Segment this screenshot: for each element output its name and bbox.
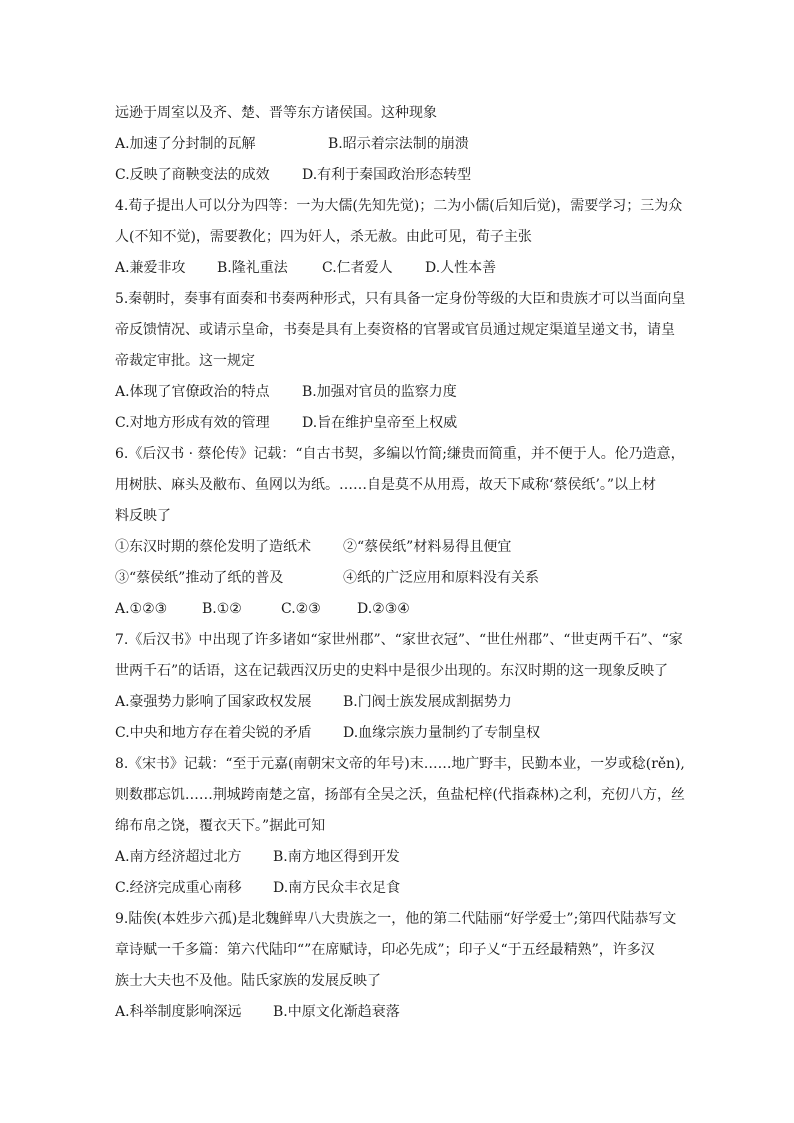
q7-option-d[interactable]: D.血缘宗族力量制约了专制皇权 (343, 725, 541, 741)
q7-stem-line-1: 7.《后汉书》中出现了许多诸如“家世州郡”、“家世衣冠”、“世仕州郡”、“世吏两千石”、“家 (115, 632, 683, 648)
q4-stem-line-1: 4.荀子提出人可以分为四等：一为大儒(先知先觉)；二为小儒(后知后觉)，需要学习；三为众 (115, 198, 683, 214)
q6-item-3: ③“蔡侯纸”推动了纸的普及 (115, 570, 284, 586)
q8-option-a[interactable]: A.南方经济超过北方 (115, 849, 242, 865)
q4-stem-line-2: 人(不知不觉)，需要教化；四为奸人，杀无赦。由此可见，荀子主张 (115, 229, 532, 245)
q9-stem-line-2: 章诗赋一千多篇：第六代陆印“”在席赋诗，印必先成”；印子乂“于五经最精熟”，许多汉 (115, 942, 655, 958)
q6-option-c[interactable]: C.②③ (281, 601, 321, 617)
q5-option-c[interactable]: C.对地方形成有效的管理 (115, 415, 270, 431)
q7-option-b[interactable]: B.门阀士族发展成割据势力 (343, 694, 512, 710)
q8-stem-line-2: 则数郡忘饥……荆城跨南楚之富，扬部有全吴之沃，鱼盐杞梓(代指森林)之利，充仞八方，丝 (115, 787, 685, 803)
q3-stem-line-1: 远逊于周室以及齐、楚、晋等东方诸侯国。这种现象 (115, 105, 437, 121)
q4-option-a[interactable]: A.兼爱非攻 (115, 260, 186, 276)
q8-option-d[interactable]: D.南方民众丰衣足食 (273, 880, 401, 896)
q6-stem-line-2: 用树肤、麻头及敝布、鱼网以为纸。……自是莫不从用焉，故天下咸称‘蔡侯纸’。”以上材 (115, 477, 657, 493)
q5-option-b[interactable]: B.加强对官员的监察力度 (302, 384, 457, 400)
q6-item-1: ①东汉时期的蔡伦发明了造纸术 (115, 539, 311, 555)
q3-option-a[interactable]: A.加速了分封制的瓦解 (115, 136, 256, 152)
q4-option-c[interactable]: C.仁者爱人 (322, 260, 393, 276)
q9-stem-line-1: 9.陆俟(本姓步六孤)是北魏鲜卑八大贵族之一，他的第二代陆丽“好学爱士”;第四代陆恭写文 (115, 911, 677, 927)
q5-stem-line-1: 5.秦朝时，奏事有面奏和书奏两种形式，只有具备一定身份等级的大臣和贵族才可以当面向皇 (115, 291, 686, 307)
q8-option-c[interactable]: C.经济完成重心南移 (115, 880, 242, 896)
q9-option-a[interactable]: A.科举制度影响深远 (115, 1004, 242, 1020)
q3-option-d[interactable]: D.有利于秦国政治形态转型 (302, 167, 472, 183)
q6-item-2: ②“蔡侯纸”材料易得且便宜 (343, 539, 512, 555)
q4-option-b[interactable]: B.隆礼重法 (217, 260, 288, 276)
q9-option-b[interactable]: B.中原文化渐趋衰落 (273, 1004, 400, 1020)
q6-option-b[interactable]: B.①② (202, 601, 242, 617)
q4-option-d[interactable]: D.人性本善 (425, 260, 497, 276)
q7-stem-line-2: 世两千石”的话语，这在记载西汉历史的史料中是很少出现的。东汉时期的这一现象反映了 (115, 663, 669, 679)
q3-option-b[interactable]: B.昭示着宗法制的崩溃 (328, 136, 469, 152)
q9-stem-line-3: 族士大夫也不及他。陆氏家族的发展反映了 (115, 973, 381, 989)
q5-stem-line-3: 帝裁定审批。这一规定 (115, 353, 255, 369)
q6-item-4: ④纸的广泛应用和原料没有关系 (343, 570, 539, 586)
q6-stem-line-1: 6.《后汉书 · 蔡伦传》记载：“自古书契，多编以竹简;缣贵而简重，并不便于人。伦乃造意， (115, 446, 685, 462)
q5-stem-line-2: 帝反馈情况、或请示皇命，书奏是具有上奏资格的官署或官员通过规定渠道呈递文书，请皇 (115, 322, 675, 338)
q7-option-c[interactable]: C.中央和地方存在着尖锐的矛盾 (115, 725, 312, 741)
q3-option-c[interactable]: C.反映了商鞅变法的成效 (115, 167, 270, 183)
q8-stem-line-3: 绵布帛之饶，覆衣天下。”据此可知 (115, 818, 326, 834)
q6-option-d[interactable]: D.②③④ (357, 601, 410, 617)
q8-option-b[interactable]: B.南方地区得到开发 (273, 849, 400, 865)
q8-stem-line-1: 8.《宋书》记载：“至于元嘉(南朝宋文帝的年号)末……地广野丰，民勤本业，一岁或稔(rěn), (115, 756, 685, 772)
q5-option-a[interactable]: A.体现了官僚政治的特点 (115, 384, 270, 400)
q5-option-d[interactable]: D.旨在维护皇帝至上权威 (302, 415, 458, 431)
q6-stem-line-3: 料反映了 (115, 508, 171, 524)
q6-option-a[interactable]: A.①②③ (115, 601, 168, 617)
q7-option-a[interactable]: A.豪强势力影响了国家政权发展 (115, 694, 312, 710)
